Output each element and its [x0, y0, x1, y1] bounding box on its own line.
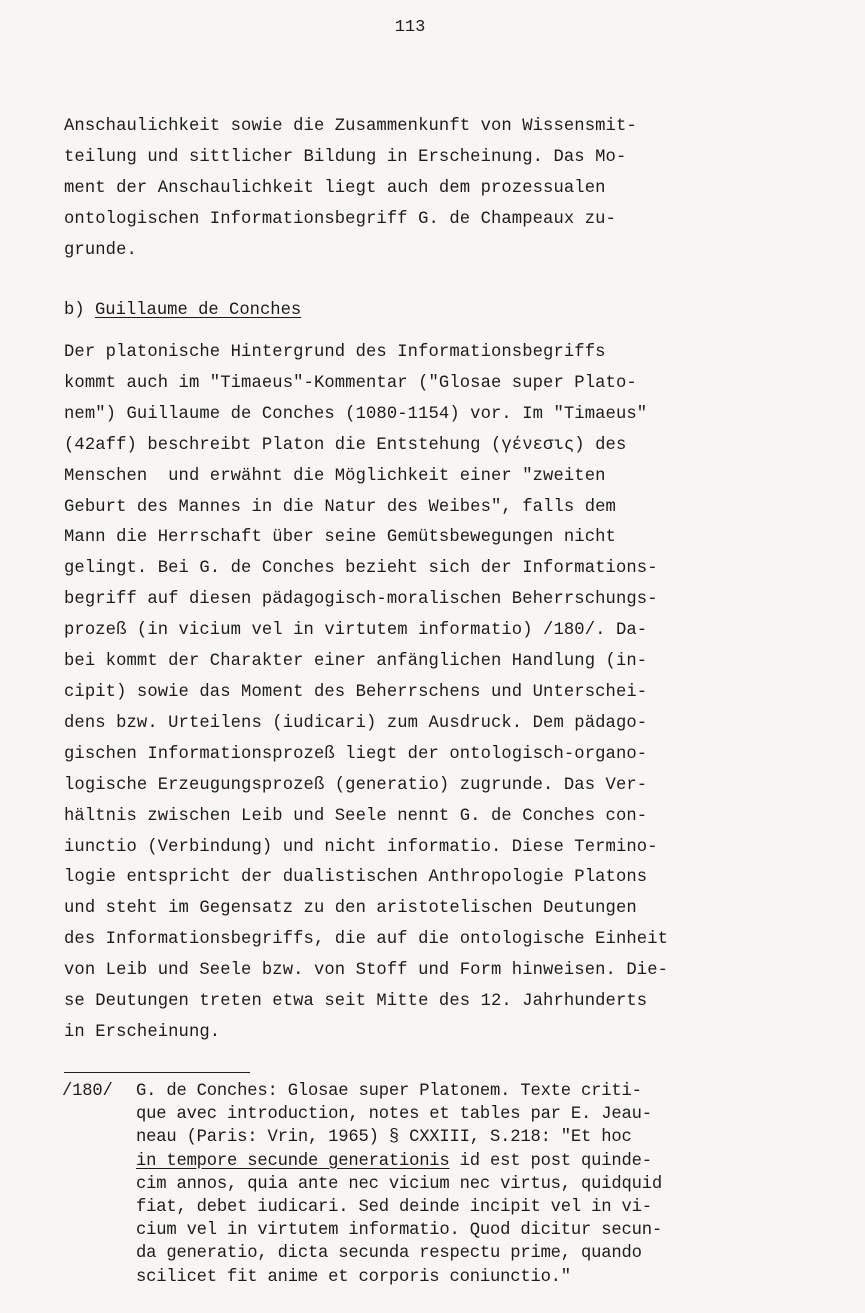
paragraph-main: [64, 338, 784, 1049]
text-line: cipit) sowie das Moment des Beherrschens und Unterschei-: [64, 682, 648, 702]
footnote-line: que avec introduction, notes et tables par E. Jeau-: [136, 1105, 652, 1125]
text-line: prozeß (in vicium vel in virtutem informatio) /180/. Da-: [64, 621, 648, 641]
text-line: kommt auch im "Timaeus"-Kommentar ("Glosae super Plato-: [64, 373, 637, 393]
text-line: teilung und sittlicher Bildung in Erscheinung. Das Mo-: [64, 147, 627, 167]
text-line: (42aff) beschreibt Platon die Entstehung (γένεσις) des: [64, 435, 627, 455]
footnote-line: G. de Conches: Glosae super Platonem. Texte criti-: [136, 1082, 642, 1101]
text-line: Anschaulichkeit sowie die Zusammenkunft von Wissensmit-: [64, 117, 637, 136]
text-line: grunde.: [64, 240, 137, 260]
footnote-line: [136, 1150, 796, 1173]
paragraph-intro: [64, 112, 784, 267]
section-heading-prefix: b): [64, 301, 95, 320]
text-line: Der platonische Hintergrund des Informationsbegriffs: [64, 343, 606, 362]
text-line: se Deutungen treten etwa seit Mitte des 12. Jahrhunderts: [64, 992, 648, 1012]
text-line: Mann die Herrschaft über seine Gemütsbewegungen nicht: [64, 528, 616, 548]
section-heading-title: Guillaume de Conches: [94, 301, 302, 320]
section-heading: [64, 296, 301, 326]
text-line: iunctio (Verbindung) und nicht informatio. Diese Termino-: [64, 837, 658, 857]
page-number: 113: [394, 18, 426, 37]
footnote-line-rest: id est post quinde-: [449, 1151, 652, 1171]
footnote-line: da generatio, dicta secunda respectu prime, quando: [136, 1244, 642, 1264]
footnote-line: scilicet fit anime et corporis coniunctio.": [136, 1267, 571, 1287]
text-line: gelingt. Bei G. de Conches bezieht sich der Informations-: [64, 559, 658, 579]
footnote-line: cim annos, quia ante nec vicium nec virtus, quidquid: [136, 1174, 662, 1194]
text-line: in Erscheinung.: [64, 1022, 221, 1042]
text-line: logische Erzeugungsprozeß (generatio) zugrunde. Das Ver-: [64, 775, 648, 795]
text-line: begriff auf diesen pädagogisch-moralischen Beherrschungs-: [64, 590, 658, 610]
footnote-line: neau (Paris: Vrin, 1965) § CXXIII, S.218: "Et hoc: [136, 1128, 632, 1148]
text-line: ontologischen Informationsbegriff G. de Champeaux zu-: [64, 209, 616, 229]
text-line: dens bzw. Urteilens (iudicari) zum Ausdruck. Dem pädago-: [64, 713, 648, 733]
text-line: logie entspricht der dualistischen Anthropologie Platons: [64, 868, 648, 888]
footnote-body: [136, 1080, 796, 1289]
footnote-underlined-phrase: in tempore secunde generationis: [136, 1151, 450, 1171]
footnote-marker: /180/: [62, 1082, 113, 1101]
text-line: ment der Anschaulichkeit liegt auch dem prozessualen: [64, 178, 606, 198]
text-line: Geburt des Mannes in die Natur des Weibes", falls dem: [64, 497, 616, 517]
text-line: hältnis zwischen Leib und Seele nennt G. de Conches con-: [64, 806, 648, 826]
text-line: gischen Informationsprozeß liegt der ontologisch-organo-: [64, 744, 648, 764]
text-line: von Leib und Seele bzw. von Stoff und Form hinweisen. Die-: [64, 961, 669, 981]
text-line: des Informationsbegriffs, die auf die ontologische Einheit: [64, 930, 669, 950]
footnote-line: cium vel in virtutem informatio. Quod dicitur secun-: [136, 1221, 662, 1241]
text-line: nem") Guillaume de Conches (1080-1154) vor. Im "Timaeus": [64, 404, 648, 424]
text-line: bei kommt der Charakter einer anfänglichen Handlung (in-: [64, 652, 648, 672]
footnote-divider: [64, 1072, 250, 1073]
footnote-line: fiat, debet iudicari. Sed deinde incipit vel in vi-: [136, 1198, 652, 1218]
text-line: und steht im Gegensatz zu den aristotelischen Deutungen: [64, 899, 637, 919]
text-line: Menschen und erwähnt die Möglichkeit einer "zweiten: [64, 466, 606, 486]
